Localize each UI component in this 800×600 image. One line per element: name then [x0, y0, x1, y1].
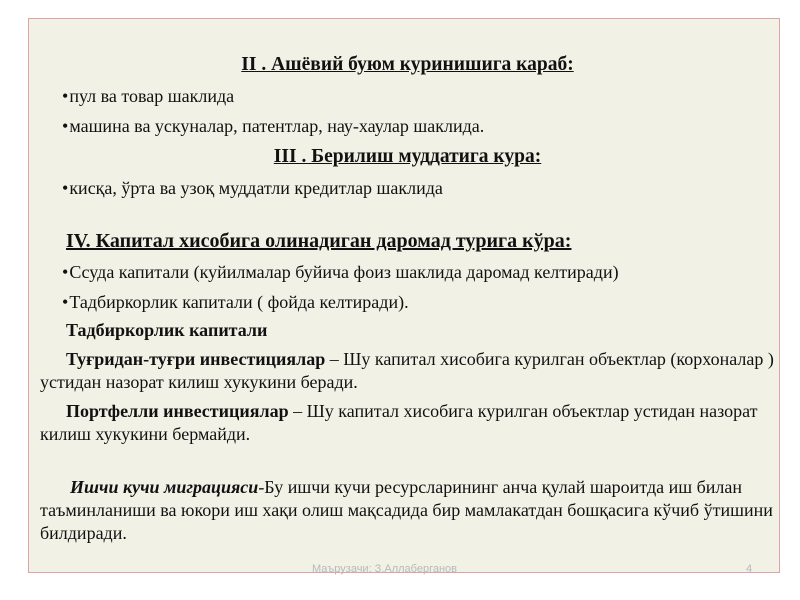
labor-migration-text: -Бу ишчи кучи ресурсларининг анча қулай шароитда иш билан таъминланиши ва юкори иш хақи олиш мақсадида бир мамлакатдан бошқасига кўчиб ўтишини билдиради.	[40, 477, 773, 543]
bullet-dot: •	[62, 116, 69, 136]
footer-author: Маърузачи: З.Аллаберганов	[312, 563, 458, 575]
bullet-text: кисқа, ўрта ва узоқ муддатли кредитлар шаклида	[69, 178, 443, 198]
bullet-item	[40, 260, 775, 284]
page-number: 4	[746, 563, 753, 575]
heading-section-2: II . Ашёвий буюм куринишига караб:	[241, 54, 574, 75]
bullet-text: пул ва товар шаклида	[69, 86, 235, 106]
bullet-dot: •	[62, 86, 69, 106]
bullet-item	[40, 176, 775, 200]
portfolio-investment-term: Портфелли инвестициялар	[66, 401, 289, 421]
entrepreneurial-capital-subhead: Тадбиркорлик капитали	[66, 320, 268, 340]
direct-investment-text: – Шу капитал хисобига курилган объектлар (корхоналар ) устидан назорат килиш хукукини беради.	[40, 349, 774, 392]
heading-section-3: III . Берилиш муддатига кура:	[273, 146, 542, 167]
labor-migration-paragraph	[40, 476, 775, 545]
bullet-item	[40, 84, 775, 108]
direct-investment-paragraph	[40, 348, 775, 394]
bullet-item	[40, 114, 775, 138]
bullet-text: машина ва ускуналар, патентлар, нау-хаулар шаклида.	[69, 116, 485, 136]
bullet-dot: •	[62, 178, 69, 198]
slide-text	[40, 52, 775, 545]
direct-investment-term: Туғридан-туғри инвестициялар	[66, 349, 326, 369]
bullet-text: Тадбиркорлик капитали ( фойда келтиради).	[69, 292, 409, 312]
bullet-text: Ссуда капитали (куйилмалар буйича фоиз шаклида даромад келтиради)	[69, 262, 619, 282]
portfolio-investment-text: – Шу капитал хисобига курилган объектлар устидан назорат килиш хукукини бермайди.	[40, 401, 758, 444]
heading-section-4: IV. Капитал хисобига олинадиган даромад турига кўра:	[66, 230, 572, 252]
bullet-dot: •	[62, 292, 69, 312]
labor-migration-term: Ишчи кучи миграцияси	[70, 477, 259, 497]
bullet-item	[40, 290, 775, 314]
bullet-dot: •	[62, 262, 69, 282]
portfolio-investment-paragraph	[40, 400, 775, 446]
